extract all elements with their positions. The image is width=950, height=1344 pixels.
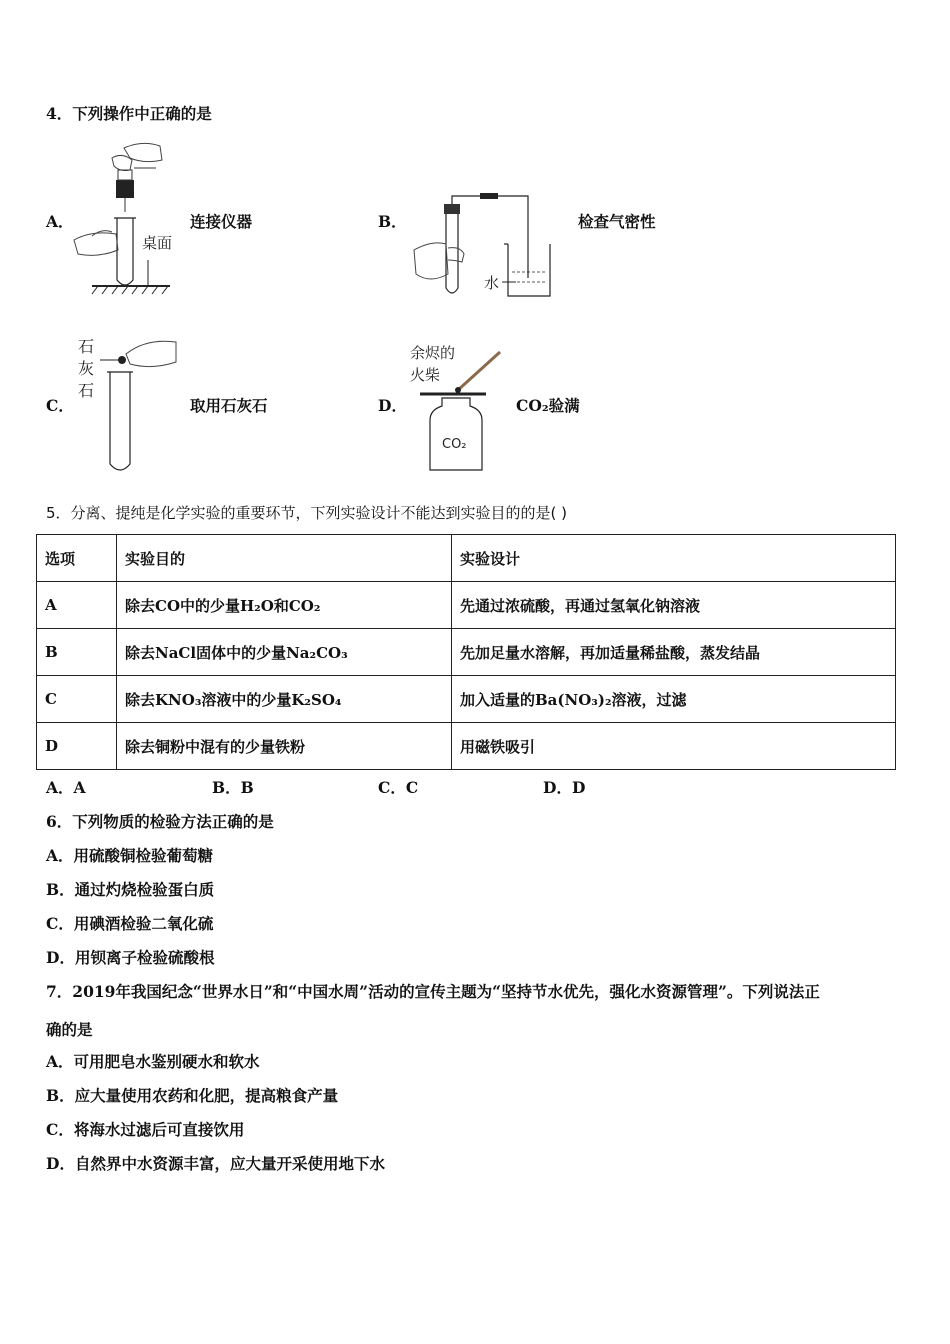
q7-option-c: C．将海水过滤后可直接饮用 bbox=[46, 1120, 245, 1139]
q4-figure-d bbox=[404, 336, 514, 476]
q6-option-a: A．用硫酸铜检验葡萄糖 bbox=[46, 846, 214, 865]
q4-figure-a bbox=[72, 140, 182, 300]
q4-figure-a-label: 桌面 bbox=[142, 234, 173, 252]
q4-figure-c-label-1: 石 bbox=[78, 337, 95, 356]
q4-option-c-key: C． bbox=[46, 396, 74, 415]
q5-answer-a: A．A bbox=[46, 778, 86, 797]
table-cell: 除去CO中的少量H₂O和CO₂ bbox=[117, 582, 452, 629]
q4-option-d-key: D． bbox=[378, 396, 407, 415]
q4-option-b-text: 检查气密性 bbox=[578, 212, 656, 231]
q4-figure-c-label-3: 石 bbox=[78, 381, 95, 400]
q4-option-a-text: 连接仪器 bbox=[190, 212, 253, 231]
q7-option-d: D．自然界中水资源丰富，应大量开采使用地下水 bbox=[46, 1154, 385, 1173]
question-4-stem: 4．下列操作中正确的是 bbox=[46, 104, 212, 123]
table-cell: 先通过浓硫酸，再通过氢氧化钠溶液 bbox=[452, 582, 896, 629]
q4-option-d-text: CO₂验满 bbox=[516, 396, 580, 415]
q5-answer-b: B．B bbox=[212, 778, 254, 797]
table-cell: 除去铜粉中混有的少量铁粉 bbox=[117, 723, 452, 770]
table-cell: 用磁铁吸引 bbox=[452, 723, 896, 770]
table-header-row bbox=[37, 535, 896, 582]
q5-table bbox=[36, 534, 896, 770]
q4-figure-c-label-2: 灰 bbox=[78, 359, 95, 378]
table-cell: 除去KNO₃溶液中的少量K₂SO₄ bbox=[117, 676, 452, 723]
q4-figure-b-label: 水 bbox=[484, 274, 500, 292]
q4-figure-d-label-3: CO₂ bbox=[442, 437, 467, 452]
q6-option-c: C．用碘酒检验二氧化硫 bbox=[46, 914, 214, 933]
question-5-stem: 5．分离、提纯是化学实验的重要环节，下列实验设计不能达到实验目的的是( ) bbox=[46, 504, 568, 522]
question-6-stem: 6．下列物质的检验方法正确的是 bbox=[46, 812, 274, 831]
table-row bbox=[37, 723, 896, 770]
table-cell: 除去NaCl固体中的少量Na₂CO₃ bbox=[117, 629, 452, 676]
q7-option-b: B．应大量使用农药和化肥，提高粮食产量 bbox=[46, 1086, 339, 1105]
table-header-cell: 实验设计 bbox=[452, 535, 896, 582]
q4-figure-d-label-1: 余烬的 bbox=[410, 344, 456, 362]
table-header-cell: 选项 bbox=[37, 535, 117, 582]
table-row bbox=[37, 582, 896, 629]
table-cell: B bbox=[37, 629, 117, 676]
table-cell: A bbox=[37, 582, 117, 629]
q4-figure-d-label-2: 火柴 bbox=[410, 366, 441, 384]
table-row bbox=[37, 676, 896, 723]
table-cell: C bbox=[37, 676, 117, 723]
table-cell: 加入适量的Ba(NO₃)₂溶液，过滤 bbox=[452, 676, 896, 723]
table-cell: D bbox=[37, 723, 117, 770]
q7-option-a: A．可用肥皂水鉴别硬水和软水 bbox=[46, 1052, 260, 1071]
question-7-stem-line1: 7．2019年我国纪念“世界水日”和“中国水周”活动的宣传主题为“坚持节水优先，强化水资源管理”。下列说法正 bbox=[46, 982, 820, 1001]
table-header-cell: 实验目的 bbox=[117, 535, 452, 582]
q4-figure-c bbox=[72, 332, 182, 478]
question-7-stem-line2: 确的是 bbox=[46, 1020, 93, 1039]
q4-option-b-key: B． bbox=[378, 212, 407, 231]
q5-answer-d: D．D bbox=[543, 778, 586, 797]
q6-option-b: B．通过灼烧检验蛋白质 bbox=[46, 880, 215, 899]
q6-option-d: D．用钡离子检验硫酸根 bbox=[46, 948, 215, 967]
q4-option-a-key: A． bbox=[46, 212, 74, 231]
table-cell: 先加足量水溶解，再加适量稀盐酸，蒸发结晶 bbox=[452, 629, 896, 676]
q5-answer-c: C．C bbox=[378, 778, 419, 797]
table-row bbox=[37, 629, 896, 676]
q4-figure-b bbox=[408, 188, 558, 300]
q4-option-c-text: 取用石灰石 bbox=[190, 396, 268, 415]
